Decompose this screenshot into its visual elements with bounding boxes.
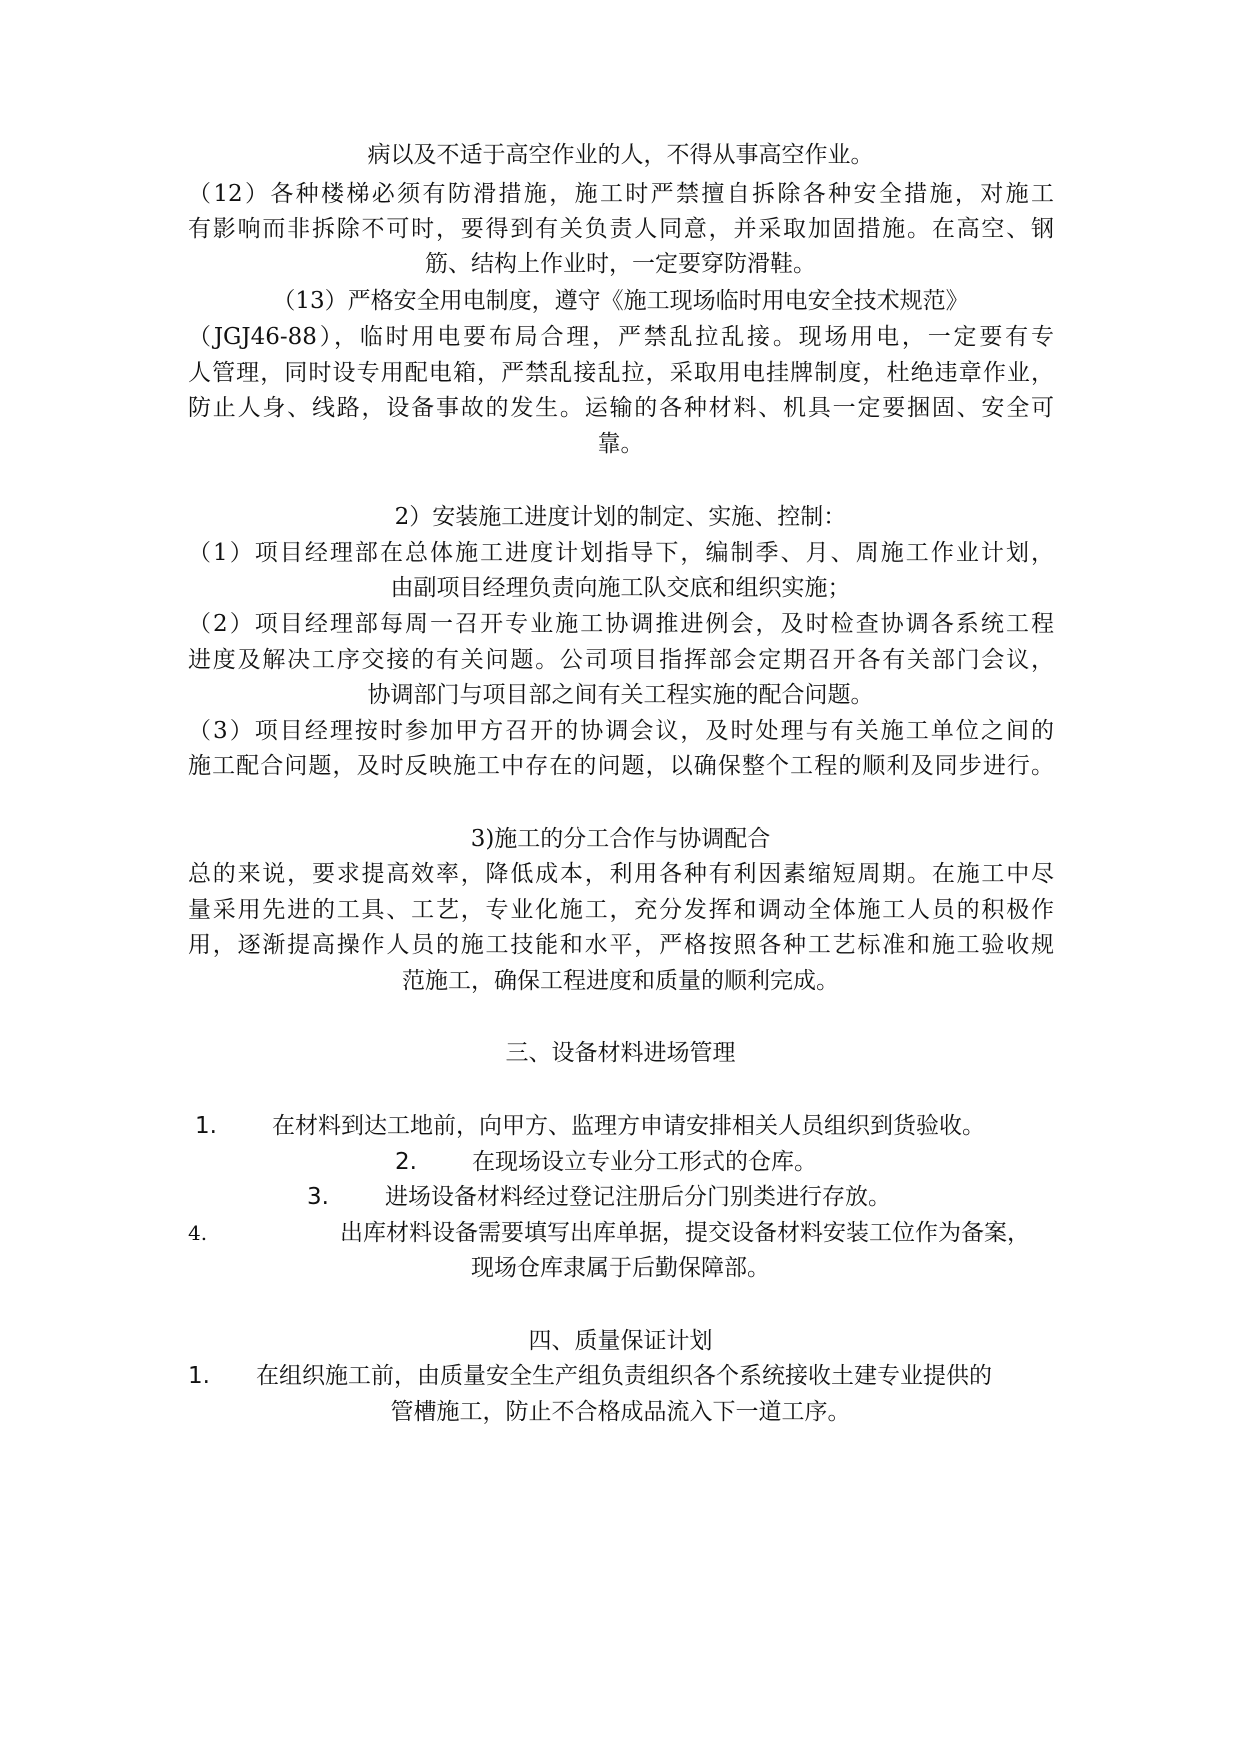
section-heading: 3)施工的分工合作与协调配合 [470,826,771,852]
paragraph-line: 防止人身、线路，设备事故的发生。运输的各种材料、机具一定要捆固、安全可 [188,395,1054,421]
paragraph-line: 有影响而非拆除不可时，要得到有关负责人同意，并采取加固措施。在高空、钢 [188,216,1054,242]
paragraph-line: （1）项目经理部在总体施工进度计划指导下，编制季、月、周施工作业计划， [188,540,1054,566]
section-heading: 三、设备材料进场管理 [505,1040,736,1066]
list-item-number: 3. [307,1184,329,1210]
paragraph-line: （3）项目经理按时参加甲方召开的协调会议，及时处理与有关施工单位之间的 [188,718,1054,744]
section-heading: 四、质量保证计划 [528,1328,713,1354]
paragraph-line: 人管理，同时设专用配电箱，严禁乱接乱拉，采取用电挂牌制度，杜绝违章作业， [188,360,1054,386]
paragraph-line: 由副项目经理负责向施工队交底和组织实施； [390,575,851,601]
paragraph-line: 筋、结构上作业时，一定要穿防滑鞋。 [425,251,816,277]
list-item-text: 在现场设立专业分工形式的仓库。 [472,1149,817,1175]
paragraph-line: 总的来说，要求提高效率，降低成本，利用各种有利因素缩短周期。在施工中尽 [188,861,1054,887]
paragraph-line: （JGJ46-88），临时用电要布局合理，严禁乱拉乱接。现场用电，一定要有专 [188,324,1054,350]
list-item-number: 1. [188,1363,210,1389]
section-heading: 2）安装施工进度计划的制定、实施、控制： [394,504,847,530]
list-item-number: 2. [395,1149,417,1175]
paragraph-line: （13）严格安全用电制度，遵守《施工现场临时用电安全技术规范》 [272,288,969,314]
list-item-text: 出库材料设备需要填写出库单据，提交设备材料安装工位作为备案， [340,1220,1030,1246]
paragraph-line: 靠。 [597,431,644,457]
paragraph-line: （2）项目经理部每周一召开专业施工协调推进例会，及时检查协调各系统工程 [188,611,1054,637]
paragraph-line: 用，逐渐提高操作人员的施工技能和水平，严格按照各种工艺标准和施工验收规 [188,932,1054,958]
paragraph-line: 协调部门与项目部之间有关工程实施的配合问题。 [367,682,874,708]
list-item-text: 在材料到达工地前，向甲方、监理方申请安排相关人员组织到货验收。 [272,1113,985,1139]
paragraph-line: 病以及不适于高空作业的人，不得从事高空作业。 [367,142,874,168]
paragraph-line: 施工配合问题，及时反映施工中存在的问题，以确保整个工程的顺利及同步进行。 [188,753,1054,779]
list-item-text: 在组织施工前，由质量安全生产组负责组织各个系统接收土建专业提供的 [256,1363,992,1389]
paragraph-line: 量采用先进的工具、工艺，专业化施工，充分发挥和调动全体施工人员的积极作 [188,897,1054,923]
list-item-continuation: 现场仓库隶属于后勤保障部。 [471,1255,770,1281]
list-item-number: 1. [195,1113,217,1139]
list-item-number: 4. [188,1221,208,1245]
paragraph-line: 范施工，确保工程进度和质量的顺利完成。 [402,968,839,994]
paragraph-line: （12）各种楼梯必须有防滑措施，施工时严禁擅自拆除各种安全措施，对施工 [188,181,1054,207]
list-item-continuation: 管槽施工，防止不合格成品流入下一道工序。 [390,1399,851,1425]
paragraph-line: 进度及解决工序交接的有关问题。公司项目指挥部会定期召开各有关部门会议， [188,647,1054,673]
list-item-text: 进场设备材料经过登记注册后分门别类进行存放。 [385,1184,891,1210]
